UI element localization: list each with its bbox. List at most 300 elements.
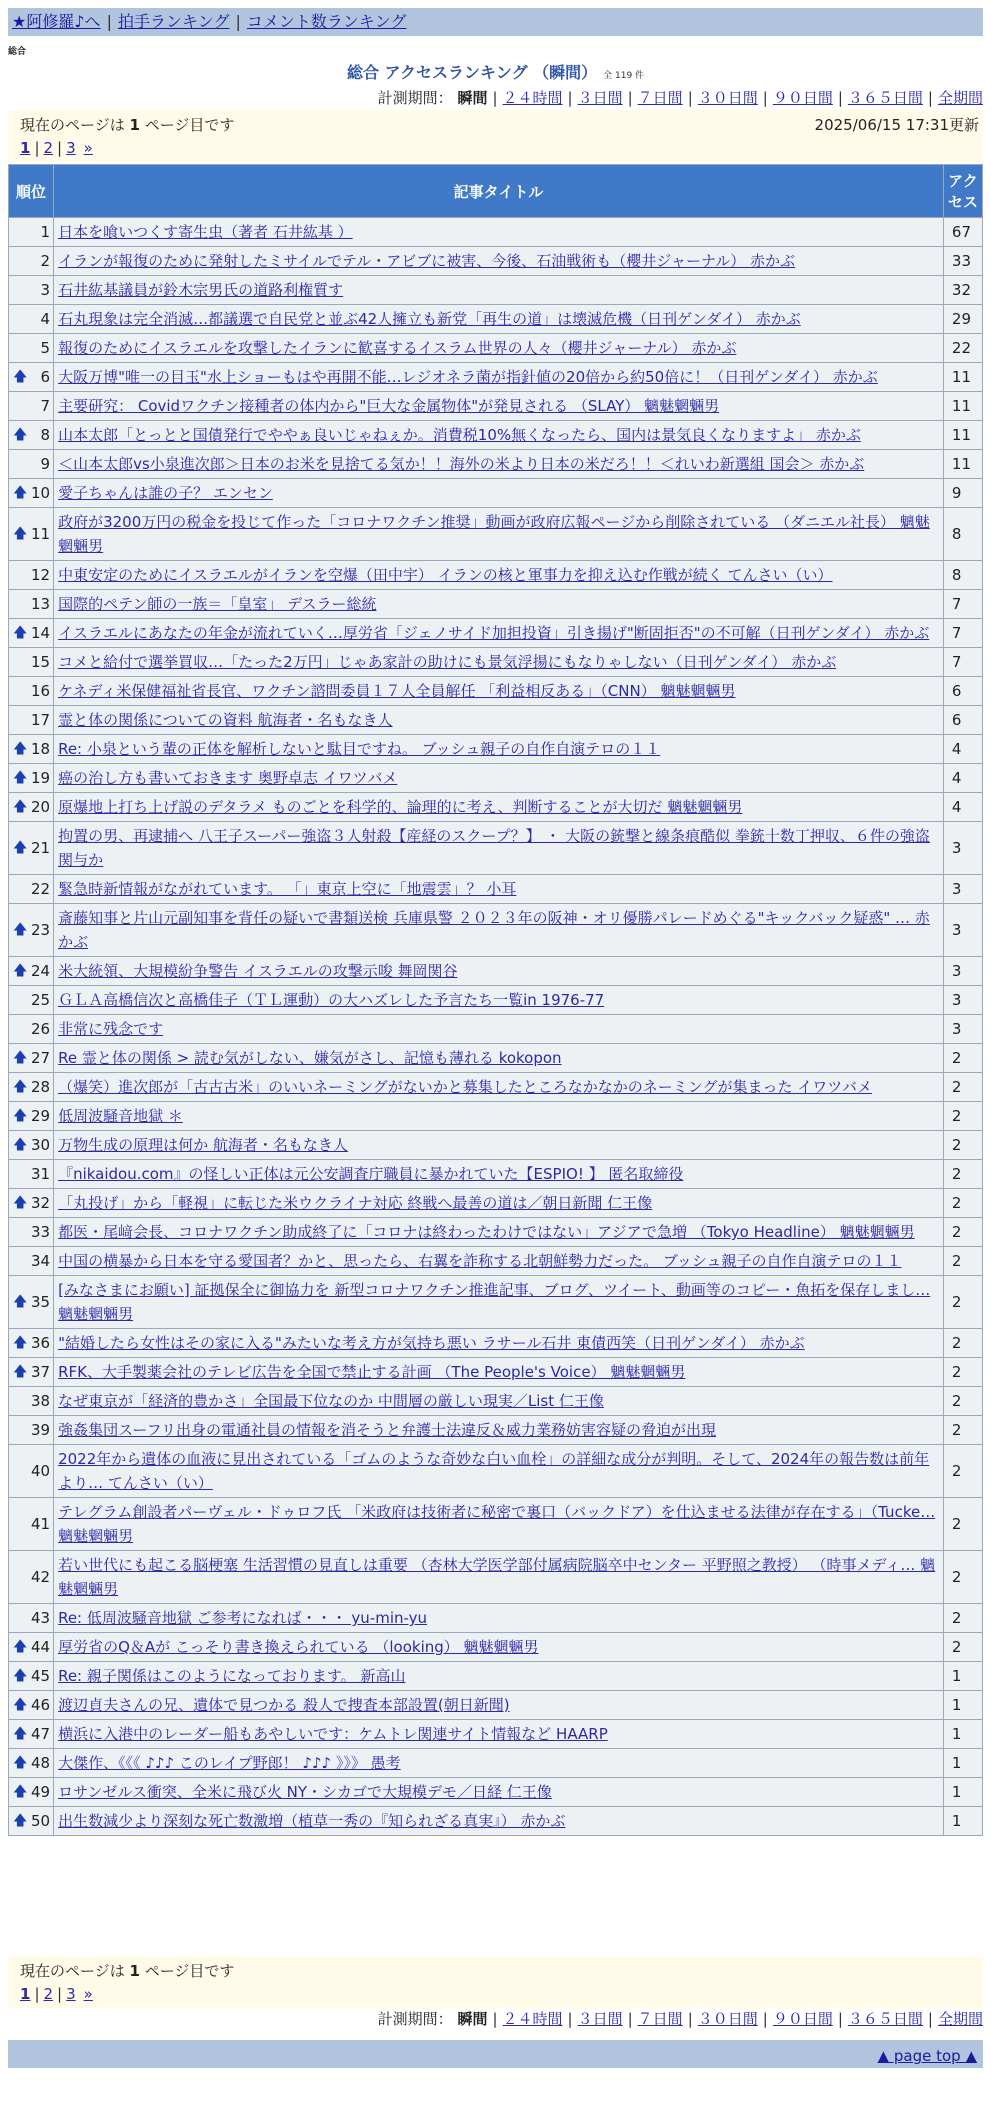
- rank-number: 35: [30, 1293, 51, 1311]
- table-row: [9, 1662, 982, 1690]
- title-cell: [54, 421, 943, 449]
- rank-up-arrow-icon: 🡅: [13, 1668, 28, 1684]
- title-cell: [54, 334, 943, 362]
- rank-up-arrow-icon: 🡅: [13, 1364, 28, 1380]
- article-title-link[interactable]: 中国の横暴から日本を守る愛国者？かと、思ったら、右翼を詐称する北朝鮮勢力だった。 ブッシュ親子の自作自演テロの１１: [58, 1252, 902, 1270]
- rank-cell: [9, 875, 53, 903]
- ranking-table: [8, 164, 983, 1836]
- article-title-link[interactable]: [みなさまにお願い] 証拠保全に御協力を 新型コロナワクチン推進記事、ブログ、ツイート、動画等のコピー・魚拓を保存しまし… 魑魅魍魎男: [58, 1281, 931, 1323]
- article-title-link[interactable]: 非常に残念です: [58, 1020, 164, 1038]
- rank-cell: [9, 1387, 53, 1415]
- title-cell: [54, 957, 943, 985]
- article-title-link[interactable]: 斎藤知事と片山元副知事を背任の疑いで書類送検 兵庫県警 ２０２３年の阪神・オリ優勝パレードめぐる"キックバック疑惑" … 赤かぶ: [58, 909, 930, 951]
- rank-number: 12: [30, 566, 51, 584]
- updated-time: 2025/06/15 17:31更新: [814, 116, 979, 134]
- rank-up-arrow-icon: 🡅: [13, 485, 28, 501]
- title-cell: [54, 764, 943, 792]
- access-count: 32: [944, 276, 982, 304]
- rank-number: 40: [30, 1462, 51, 1480]
- rank-cell: [9, 1189, 53, 1217]
- rank-cell: [9, 957, 53, 985]
- table-row: [9, 1551, 982, 1603]
- rank-number: 47: [30, 1725, 51, 1743]
- page-3-link[interactable]: 3: [66, 1985, 76, 2003]
- article-title-link[interactable]: 石丸現象は完全消滅…都議選で自民党と並ぶ42人擁立も新党「再生の道」は壊滅危機（日刊ゲンダイ） 赤かぶ: [58, 310, 801, 328]
- page-2-link[interactable]: 2: [43, 1985, 54, 2003]
- title-cell: [54, 247, 943, 275]
- rank-number: 21: [30, 839, 51, 857]
- table-row: [9, 1358, 982, 1386]
- access-count: 1: [944, 1662, 982, 1690]
- article-title-link[interactable]: 国際的ペテン師の一族＝「皇室」 デスラー総統: [58, 595, 377, 613]
- rank-cell: [9, 1073, 53, 1101]
- access-count: 2: [944, 1445, 982, 1497]
- title-cell: [54, 1218, 943, 1246]
- title-cell: [54, 1160, 943, 1188]
- table-row: [9, 421, 982, 449]
- title-cell: [54, 276, 943, 304]
- rank-number: 28: [30, 1078, 51, 1096]
- rank-number: 4: [40, 310, 51, 328]
- access-count: 3: [944, 1015, 982, 1043]
- table-row: [9, 793, 982, 821]
- table-row: [9, 1015, 982, 1043]
- category-label: 総合: [8, 47, 27, 57]
- rank-cell: [9, 590, 53, 618]
- table-header-row: [9, 165, 982, 217]
- rank-number: 19: [30, 769, 51, 787]
- article-title-link[interactable]: なぜ東京が「経済的豊かさ」全国最下位なのか 中間層の厳しい現実／List 仁王像: [58, 1392, 604, 1410]
- rank-cell: [9, 764, 53, 792]
- article-title-link[interactable]: 出生数減少より深刻な死亡数激増（植草一秀の『知られざる真実』） 赤かぶ: [58, 1812, 566, 1830]
- title-cell: [54, 1247, 943, 1275]
- rank-number: 24: [30, 962, 51, 980]
- rank-number: 36: [30, 1334, 51, 1352]
- period-30d-link[interactable]: ３０日間: [697, 89, 758, 107]
- access-count: 1: [944, 1778, 982, 1806]
- access-count: 2: [944, 1044, 982, 1072]
- article-title-link[interactable]: RFK、大手製薬会社のテレビ広告を全国で禁止する計画 （The People's Voice） 魑魅魍魎男: [58, 1363, 686, 1381]
- page-prefix: 現在のページは: [20, 1962, 125, 1980]
- rank-up-arrow-icon: 🡅: [13, 1755, 28, 1771]
- home-link[interactable]: ★阿修羅♪へ: [12, 12, 101, 31]
- article-title-link[interactable]: 渡辺貞夫さんの兄、遺体で見つかる 殺人で捜査本部設置(朝日新聞): [58, 1696, 510, 1714]
- page-title-text: 総合 アクセスランキング （瞬間）: [346, 63, 598, 82]
- article-title-link[interactable]: 低周波騒音地獄 ＊: [58, 1107, 183, 1125]
- article-title-link[interactable]: 都医・尾﨑会長、コロナワクチン助成終了に「コロナは終わったわけではない」アジアで急増 （Tokyo Headline） 魑魅魍魎男: [58, 1223, 915, 1241]
- page-number: 1: [129, 116, 140, 134]
- rank-up-arrow-icon: 🡅: [13, 625, 28, 641]
- table-row: [9, 1778, 982, 1806]
- rank-number: 2: [40, 252, 51, 270]
- rank-cell: [9, 1160, 53, 1188]
- comment-ranking-link[interactable]: コメント数ランキング: [246, 12, 407, 31]
- title-cell: [54, 1720, 943, 1748]
- access-count: 2: [944, 1604, 982, 1632]
- rank-number: 16: [30, 682, 51, 700]
- period-3d-link[interactable]: ３日間: [577, 89, 623, 107]
- article-title-link[interactable]: ＜山本太郎vs小泉進次郎＞日本のお米を見捨てる気か！！海外の米より日本の米だろ！！＜れいわ新選組 国会＞ 赤かぶ: [58, 455, 865, 473]
- page-1-link[interactable]: 1: [20, 139, 31, 157]
- period-90d-link[interactable]: ９０日間: [772, 2010, 833, 2028]
- table-row: [9, 1073, 982, 1101]
- table-row: [9, 1329, 982, 1357]
- title-cell: [54, 1189, 943, 1217]
- rank-up-arrow-icon: 🡅: [13, 1639, 28, 1655]
- next-page-link[interactable]: »: [83, 1985, 93, 2003]
- table-row: [9, 1445, 982, 1497]
- access-count: 11: [944, 363, 982, 391]
- table-row: [9, 1189, 982, 1217]
- article-title-link[interactable]: Re: 低周波騒音地獄 ご参考になれば・・・ yu-min-yu: [58, 1609, 428, 1627]
- rank-number: 5: [40, 339, 51, 357]
- article-title-link[interactable]: 強姦集団スーフリ出身の電通社員の情報を消そうと弁護士法違反＆威力業務妨害容疑の脅迫が出現: [58, 1421, 716, 1439]
- access-count: 8: [944, 561, 982, 589]
- table-row: [9, 1691, 982, 1719]
- rank-cell: [9, 619, 53, 647]
- access-count: 2: [944, 1633, 982, 1661]
- article-title-link[interactable]: Re: 親子関係はこのようになっております。 新高山: [58, 1667, 406, 1685]
- title-cell: [54, 1276, 943, 1328]
- rank-cell: [9, 561, 53, 589]
- page-title: [0, 60, 991, 83]
- rank-up-arrow-icon: 🡅: [13, 1195, 28, 1211]
- next-page-link[interactable]: »: [83, 139, 93, 157]
- rank-up-arrow-icon: 🡅: [13, 1335, 28, 1351]
- rank-cell: [9, 1633, 53, 1661]
- table-row: [9, 1044, 982, 1072]
- ranking-body: [9, 218, 982, 1835]
- bottom-bar: [8, 2040, 983, 2068]
- rank-cell: [9, 1329, 53, 1357]
- rank-up-arrow-icon: 🡅: [13, 963, 28, 979]
- period-3d-link[interactable]: ３日間: [577, 2010, 623, 2028]
- title-cell: [54, 1329, 943, 1357]
- article-title-link[interactable]: 原爆地上打ち上げ説のデタラメ ものごとを科学的、論理的に考え、判断することが大切だ 魑魅魍魎男: [58, 798, 743, 816]
- table-row: [9, 1807, 982, 1835]
- rank-cell: [9, 276, 53, 304]
- rank-number: 44: [30, 1638, 51, 1656]
- table-row: [9, 1387, 982, 1415]
- access-count: 2: [944, 1160, 982, 1188]
- article-title-link[interactable]: テレグラム創設者パーヴェル・ドゥロフ氏 「米政府は技術者に秘密で裏口（バックドア）を仕込ませる法律が存在する」（Tucke… 魑魅魍魎男: [58, 1503, 936, 1545]
- top-nav-bar: [8, 8, 983, 36]
- page-2-link[interactable]: 2: [43, 139, 54, 157]
- article-title-link[interactable]: 日本を喰いつくす寄生虫（著者 石井紘基 ）: [58, 223, 353, 241]
- article-title-link[interactable]: 『nikaidou.com』の怪しい正体は元公安調査庁職員に暴かれていた【ESPIO! 】 匿名取締役: [58, 1165, 684, 1183]
- rank-cell: [9, 1551, 53, 1603]
- article-title-link[interactable]: 「丸投げ」から「軽視」に転じた米ウクライナ対応 終戦へ最善の道は／朝日新聞 仁王像: [58, 1194, 653, 1212]
- rank-number: 45: [30, 1667, 51, 1685]
- rank-cell: [9, 1247, 53, 1275]
- rank-up-arrow-icon: 🡅: [13, 1050, 28, 1066]
- article-title-link[interactable]: （爆笑）進次郎が「古古古米」のいいネーミングがないかと募集したところなかなかのネーミングが集まった イワツバメ: [58, 1078, 872, 1096]
- rank-number: 9: [40, 455, 51, 473]
- page-prefix: 現在のページは: [20, 116, 125, 134]
- rank-cell: [9, 1691, 53, 1719]
- rank-number: 11: [30, 525, 51, 543]
- table-row: [9, 904, 982, 956]
- access-count: 8: [944, 508, 982, 560]
- rank-cell: [9, 1445, 53, 1497]
- table-row: [9, 392, 982, 420]
- article-title-link[interactable]: 緊急時新情報がながれています。 「」東京上空に「地震雲」？ 小耳: [58, 880, 517, 898]
- title-cell: [54, 1749, 943, 1777]
- rank-number: 31: [30, 1165, 51, 1183]
- table-row: [9, 1247, 982, 1275]
- article-title-link[interactable]: コメと給付で選挙買収…「たった2万円」じゃあ家計の助けにも景気浮揚にもなりゃしない（日刊ゲンダイ） 赤かぶ: [58, 653, 837, 671]
- rank-number: 48: [30, 1754, 51, 1772]
- rank-number: 32: [30, 1194, 51, 1212]
- title-cell: [54, 875, 943, 903]
- title-cell: [54, 904, 943, 956]
- rank-cell: [9, 735, 53, 763]
- access-count: 1: [944, 1807, 982, 1835]
- rank-cell: [9, 479, 53, 507]
- access-count: 11: [944, 450, 982, 478]
- rank-cell: [9, 450, 53, 478]
- period-365d-link[interactable]: ３６５日間: [847, 89, 923, 107]
- title-cell: [54, 218, 943, 246]
- rank-number: 42: [30, 1568, 51, 1586]
- rank-cell: [9, 822, 53, 874]
- rank-number: 39: [30, 1421, 51, 1439]
- title-cell: [54, 1102, 943, 1130]
- page-top-link[interactable]: ▲ page top ▲: [877, 2047, 977, 2065]
- rank-up-arrow-icon: 🡅: [13, 1294, 28, 1310]
- rank-cell: [9, 706, 53, 734]
- table-row: [9, 1749, 982, 1777]
- header-access: アクセス: [944, 165, 982, 217]
- access-count: 3: [944, 875, 982, 903]
- page-3-link[interactable]: 3: [66, 139, 76, 157]
- article-title-link[interactable]: 政府が3200万円の税金を投じて作った「コロナワクチン推奨」動画が政府広報ページから削除されている （ダニエル社長） 魑魅魍魎男: [58, 513, 930, 555]
- table-row: [9, 822, 982, 874]
- period-24h-link[interactable]: ２４時間: [502, 2010, 563, 2028]
- rank-cell: [9, 1044, 53, 1072]
- period-30d-link[interactable]: ３０日間: [697, 2010, 758, 2028]
- rank-cell: [9, 1015, 53, 1043]
- table-row: [9, 334, 982, 362]
- rank-number: 6: [40, 368, 51, 386]
- article-title-link[interactable]: Re 霊と体の関係 > 読む気がしない、嫌気がさし、記憶も薄れる kokopon: [58, 1049, 562, 1067]
- total-count: 全 119 件: [603, 71, 645, 81]
- rank-number: 7: [40, 397, 51, 415]
- article-title-link[interactable]: 山本太郎「とっとと国債発行でややぁ良いじゃねぇか。消費税10%無くなったら、国内は景気良くなりますよ」 赤かぶ: [58, 426, 861, 444]
- access-count: 11: [944, 392, 982, 420]
- access-count: 1: [944, 1749, 982, 1777]
- table-row: [9, 706, 982, 734]
- rank-number: 41: [30, 1515, 51, 1533]
- rank-up-arrow-icon: 🡅: [13, 427, 28, 443]
- article-title-link[interactable]: 拘置の男、再逮捕へ 八王子スーパー強盗３人射殺【産経のスクープ？】 ・ 大阪の銃撃と線条痕酷似 拳銃十数丁押収、６件の強盗関与か: [58, 827, 930, 869]
- rank-up-arrow-icon: 🡅: [13, 1108, 28, 1124]
- title-cell: [54, 1551, 943, 1603]
- access-count: 2: [944, 1189, 982, 1217]
- article-title-link[interactable]: ケネディ米保健福祉省長官、ワクチン諮問委員１７人全員解任 「利益相反ある」（CNN） 魑魅魍魎男: [58, 682, 736, 700]
- title-cell: [54, 1015, 943, 1043]
- rank-number: 50: [30, 1812, 51, 1830]
- rank-number: 30: [30, 1136, 51, 1154]
- page-1-link[interactable]: 1: [20, 1985, 31, 2003]
- article-title-link[interactable]: 愛子ちゃんは誰の子？ エンセン: [58, 484, 273, 502]
- period-label: 計測期間：: [377, 2010, 453, 2028]
- article-title-link[interactable]: 報復のためにイスラエルを攻撃したイランに歓喜するイスラム世界の人々（櫻井ジャーナル） 赤かぶ: [58, 339, 737, 357]
- rank-cell: [9, 1131, 53, 1159]
- table-row: [9, 1416, 982, 1444]
- title-cell: [54, 619, 943, 647]
- title-cell: [54, 822, 943, 874]
- article-title-link[interactable]: 主要研究： Covidワクチン接種者の体内から"巨大な金属物体"が発見される （SLAY） 魑魅魍魎男: [58, 397, 720, 415]
- article-title-link[interactable]: 若い世代にも起こる脳梗塞 生活習慣の見直しは重要 （杏林大学医学部付属病院脳卒中センター 平野照之教授） （時事メディ… 魑魅魍魎男: [58, 1556, 936, 1598]
- table-row: [9, 619, 982, 647]
- nav-separator: |: [106, 12, 112, 31]
- rank-number: 37: [30, 1363, 51, 1381]
- table-row: [9, 1218, 982, 1246]
- rank-number: 3: [40, 281, 51, 299]
- access-count: 4: [944, 793, 982, 821]
- header-title: 記事タイトル: [54, 165, 943, 217]
- article-title-link[interactable]: 大阪万博"唯一の目玉"水上ショーもはや再開不能…レジオネラ菌が指針値の20倍から約50倍に！（日刊ゲンダイ） 赤かぶ: [58, 368, 878, 386]
- rank-number: 26: [30, 1020, 51, 1038]
- rank-up-arrow-icon: 🡅: [13, 1137, 28, 1153]
- period-24h-link[interactable]: ２４時間: [502, 89, 563, 107]
- access-count: 2: [944, 1358, 982, 1386]
- rank-number: 14: [30, 624, 51, 642]
- article-title-link[interactable]: 中東安定のためにイスラエルがイランを空爆（田中宇） イランの核と軍事力を抑え込む作戦が続く てんさい（い）: [58, 566, 833, 584]
- period-all-link[interactable]: 全期間: [937, 2010, 983, 2028]
- title-cell: [54, 1633, 943, 1661]
- rank-number: 20: [30, 798, 51, 816]
- article-title-link[interactable]: 2022年から遺体の血液に見出されている「ゴムのような奇妙な白い血栓」の詳細な成分が判明。そして、2024年の報告数は前年より… てんさい（い）: [58, 1450, 930, 1492]
- access-count: 2: [944, 1102, 982, 1130]
- article-title-link[interactable]: Re: 小泉という輩の正体を解析しないと駄目ですね。 ブッシュ親子の自作自演テロの１１: [58, 740, 661, 758]
- article-title-link[interactable]: 石井紘基議員が鈴木宗男氏の道路利権質す: [58, 281, 344, 299]
- title-cell: [54, 677, 943, 705]
- access-count: 2: [944, 1073, 982, 1101]
- rank-number: 49: [30, 1783, 51, 1801]
- rank-cell: [9, 1604, 53, 1632]
- period-90d-link[interactable]: ９０日間: [772, 89, 833, 107]
- article-title-link[interactable]: "結婚したら女性はその家に入る"みたいな考え方が気持ち悪い ラサール石井 東債西笑（日刊ゲンダイ） 赤かぶ: [58, 1334, 805, 1352]
- table-row: [9, 1276, 982, 1328]
- period-selector-top: 計測期間： 瞬間 | ２４時間 | ３日間 | ７日間 | ３０日間 | ９０日間 | ３６５日間 | 全期間: [377, 89, 983, 107]
- rank-cell: [9, 648, 53, 676]
- rank-up-arrow-icon: 🡅: [13, 1697, 28, 1713]
- rank-number: 46: [30, 1696, 51, 1714]
- article-title-link[interactable]: イスラエルにあなたの年金が流れていく…厚労省「ジェノサイド加担投資」引き揚げ"断固拒否"の不可解（日刊ゲンダイ） 赤かぶ: [58, 624, 930, 642]
- title-cell: [54, 1807, 943, 1835]
- article-title-link[interactable]: 厚労省のQ＆Aが こっそり書き換えられている （looking） 魑魅魍魎男: [58, 1638, 539, 1656]
- rank-up-arrow-icon: 🡅: [13, 1726, 28, 1742]
- access-count: 2: [944, 1416, 982, 1444]
- table-row: [9, 561, 982, 589]
- rank-up-arrow-icon: 🡅: [13, 770, 28, 786]
- title-cell: [54, 1604, 943, 1632]
- article-title-link[interactable]: イランが報復のために発射したミサイルでテル・アビブに被害、今後、石油戦術も（櫻井ジャーナル） 赤かぶ: [58, 252, 796, 270]
- title-cell: [54, 508, 943, 560]
- rank-cell: [9, 677, 53, 705]
- period-all-link[interactable]: 全期間: [937, 89, 983, 107]
- rank-number: 38: [30, 1392, 51, 1410]
- title-cell: [54, 561, 943, 589]
- access-count: 3: [944, 986, 982, 1014]
- table-row: [9, 957, 982, 985]
- table-row: [9, 648, 982, 676]
- rank-number: 17: [30, 711, 51, 729]
- table-row: [9, 450, 982, 478]
- rank-cell: [9, 986, 53, 1014]
- rank-cell: [9, 1416, 53, 1444]
- title-cell: [54, 363, 943, 391]
- access-count: 2: [944, 1276, 982, 1328]
- access-count: 7: [944, 590, 982, 618]
- title-cell: [54, 986, 943, 1014]
- title-cell: [54, 793, 943, 821]
- rank-number: 43: [30, 1609, 51, 1627]
- period-7d-link[interactable]: ７日間: [637, 2010, 683, 2028]
- article-title-link[interactable]: ロサンゼルス衝突、全米に飛び火 NY・シカゴで大規模デモ／日経 仁王像: [58, 1783, 552, 1801]
- rank-number: 10: [30, 484, 51, 502]
- title-cell: [54, 305, 943, 333]
- access-count: 3: [944, 957, 982, 985]
- article-title-link[interactable]: 霊と体の関係についての資料 航海者・名もなき人: [58, 711, 393, 729]
- title-cell: [54, 706, 943, 734]
- table-row: [9, 247, 982, 275]
- article-title-link[interactable]: 横浜に入港中のレーダー船もあやしいです：ケムトレ関連サイト情報など HAARP: [58, 1725, 608, 1743]
- table-row: [9, 305, 982, 333]
- article-title-link[interactable]: 万物生成の原理は何か 航海者・名もなき人: [58, 1136, 348, 1154]
- rank-number: 15: [30, 653, 51, 671]
- period-current: 瞬間: [457, 2010, 488, 2028]
- access-count: 29: [944, 305, 982, 333]
- access-count: 22: [944, 334, 982, 362]
- rank-up-arrow-icon: 🡅: [13, 1784, 28, 1800]
- article-title-link[interactable]: 癌の治し方も書いておきます 奥野卓志 イワツバメ: [58, 769, 398, 787]
- access-count: 33: [944, 247, 982, 275]
- title-cell: [54, 1691, 943, 1719]
- rank-number: 34: [30, 1252, 51, 1270]
- article-title-link[interactable]: ＧＬＡ高橋信次と高橋佳子（ＴＬ運動）の大ハズレした予言たち一覧in 1976-77: [58, 991, 605, 1009]
- access-count: 9: [944, 479, 982, 507]
- rank-cell: [9, 363, 53, 391]
- table-row: [9, 764, 982, 792]
- title-cell: [54, 1044, 943, 1072]
- period-7d-link[interactable]: ７日間: [637, 89, 683, 107]
- access-count: 2: [944, 1218, 982, 1246]
- rank-cell: [9, 1720, 53, 1748]
- rank-up-arrow-icon: 🡅: [13, 840, 28, 856]
- applause-ranking-link[interactable]: 拍手ランキング: [117, 12, 230, 31]
- article-title-link[interactable]: 米大統領、大規模紛争警告 イスラエルの攻撃示唆 舞岡関谷: [58, 962, 458, 980]
- access-count: 1: [944, 1720, 982, 1748]
- access-count: 2: [944, 1551, 982, 1603]
- table-row: [9, 218, 982, 246]
- page-number: 1: [129, 1962, 140, 1980]
- rank-cell: [9, 334, 53, 362]
- table-row: [9, 479, 982, 507]
- period-selector-bottom: 計測期間： 瞬間 | ２４時間 | ３日間 | ７日間 | ３０日間 | ９０日間 | ３６５日間 | 全期間: [377, 2010, 983, 2028]
- rank-cell: [9, 392, 53, 420]
- period-365d-link[interactable]: ３６５日間: [847, 2010, 923, 2028]
- rank-number: 8: [40, 426, 51, 444]
- access-count: 4: [944, 764, 982, 792]
- rank-cell: [9, 1276, 53, 1328]
- access-count: 3: [944, 822, 982, 874]
- header-rank: 順位: [9, 165, 53, 217]
- rank-up-arrow-icon: 🡅: [13, 369, 28, 385]
- article-title-link[interactable]: 大傑作、《《《 ♪♪♪ このレイプ野郎！ ♪♪♪ 》》》 愚考: [58, 1754, 401, 1772]
